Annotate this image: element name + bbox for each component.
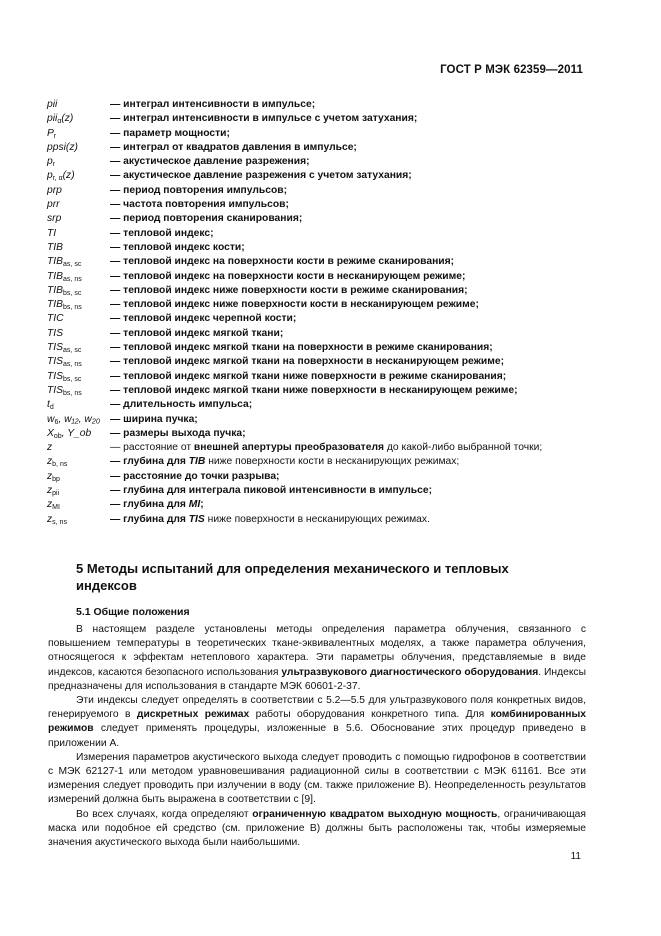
page-number: 11 <box>570 851 581 862</box>
symbol-description <box>110 98 587 112</box>
symbol <box>47 312 110 326</box>
paragraph <box>48 623 586 694</box>
symbol-list <box>47 98 587 527</box>
symbol-main: z <box>47 513 53 525</box>
symbol-description <box>110 398 587 412</box>
symbol-row <box>47 498 587 512</box>
symbol <box>47 284 110 298</box>
symbol-main: z <box>47 442 53 454</box>
symbol <box>47 198 110 212</box>
description-text: — тепловой индекс кости; <box>110 241 245 253</box>
symbol-description <box>110 312 587 326</box>
symbol-extra: , Y_ob <box>61 427 92 439</box>
description-text: — период повторения импульсов; <box>110 184 288 196</box>
symbol-extra: (z) <box>65 141 78 153</box>
paragraph <box>48 808 586 851</box>
symbol-subscript: ob <box>53 432 62 440</box>
symbol-description <box>110 498 587 512</box>
symbol <box>47 155 110 169</box>
symbol-description <box>110 127 587 141</box>
description-text: — размеры выхода пучка; <box>110 427 246 439</box>
symbol-row <box>47 141 587 155</box>
symbol-description <box>110 427 587 441</box>
symbol-subscript: bs, ns <box>63 304 82 312</box>
description-text: — расстояние до точки разрыва; <box>110 470 280 482</box>
symbol-subscript: as, ns <box>63 275 82 283</box>
paragraph-text: , ограничивающая маска или подобное ей средство (см. приложение В) должны быть расположены так, чтобы измеряемые значения акустического выхода были наибольшими. <box>48 808 586 849</box>
symbol-main: TIB <box>47 284 64 296</box>
symbol-row <box>47 427 587 441</box>
symbol-row <box>47 298 587 312</box>
symbol-row <box>47 98 587 112</box>
symbol-main: TIS <box>47 384 64 396</box>
symbol-subscript: as, ns <box>63 361 82 369</box>
symbol-main: TI <box>47 227 57 239</box>
symbol-row <box>47 513 587 527</box>
description-text: ниже поверхности в несканирующих режимах. <box>204 513 430 525</box>
description-text: — глубина для <box>110 456 189 468</box>
description-text: — расстояние от <box>110 442 194 454</box>
symbol-main: z <box>47 456 53 468</box>
symbol-description <box>110 355 587 369</box>
paragraph-text: Измерения параметров акустического выхода следует проводить с помощью гидрофонов в соответствии с МЭК 62127-1 или методом уравновешивания радиационной силы в соответствии с МЭК 61161. Все эти измерения следует проводить при излучении в воду (см. также приложение В). Неопределенность результатов измерений должна быть выражена в соответствии с [9]. <box>48 751 586 806</box>
symbol-row <box>47 441 587 455</box>
symbol <box>47 470 110 484</box>
symbol-description <box>110 141 587 155</box>
symbol-description <box>110 169 587 183</box>
description-text: — глубина для <box>110 499 189 511</box>
description-text: — глубина для интеграла пиковой интенсивности в импульсе; <box>110 485 433 497</box>
symbol-subscript: bs, sc <box>63 375 82 383</box>
description-text: — тепловой индекс мягкой ткани ниже поверхности в режиме сканирования; <box>110 370 507 382</box>
paragraph-text: дискретных режимах <box>136 709 250 721</box>
symbol-description <box>110 455 587 469</box>
symbol-subscript: s, ns <box>52 518 67 526</box>
symbol-description <box>110 255 587 269</box>
symbol-description <box>110 227 587 241</box>
symbol-row <box>47 169 587 183</box>
symbol-main: z <box>47 485 53 497</box>
symbol <box>47 212 110 226</box>
symbol-main: TIC <box>47 313 64 325</box>
symbol-row <box>47 284 587 298</box>
symbol-main: TIS <box>47 327 64 339</box>
symbol-row <box>47 327 587 341</box>
symbol-description <box>110 184 587 198</box>
description-text: — длительность импульса; <box>110 399 253 411</box>
symbol <box>47 184 110 198</box>
symbol-main: pii <box>47 113 58 125</box>
section-5-1-heading: 5.1 Общие положения <box>76 606 190 618</box>
description-text: — тепловой индекс; <box>110 227 214 239</box>
symbol-subscript: MI <box>52 504 60 512</box>
description-text: ниже поверхности кости в несканирующих режимах; <box>205 456 460 468</box>
symbol-row <box>47 241 587 255</box>
symbol-main: pii <box>47 99 58 110</box>
symbol <box>47 413 110 427</box>
description-text: — тепловой индекс мягкой ткани на поверхности в режиме сканирования; <box>110 342 493 354</box>
symbol-main: z <box>47 499 53 511</box>
symbol-row <box>47 270 587 284</box>
section-5-heading: 5 Методы испытаний для определения механического и тепловых индексов <box>76 561 509 593</box>
description-text: — интеграл интенсивности в импульсе; <box>110 99 316 110</box>
description-text: — тепловой индекс мягкой ткани ниже поверхности в несканирующем режиме; <box>110 384 518 396</box>
description-text: TIS <box>188 513 205 525</box>
symbol-extra: (z) <box>61 113 74 125</box>
symbol-subscript: 6 <box>54 418 59 426</box>
symbol-main: p <box>47 156 53 168</box>
symbol <box>47 169 110 183</box>
description-text: — ширина пучка; <box>110 413 198 425</box>
symbol-main: X <box>47 427 54 439</box>
symbol-description <box>110 341 587 355</box>
symbol-description <box>110 198 587 212</box>
description-text: — частота повторения импульсов; <box>110 199 289 211</box>
symbol-description <box>110 441 587 455</box>
symbol-subscript: r <box>52 161 56 169</box>
symbol-main: TIB <box>47 299 64 311</box>
description-text: — акустическое давление разрежения с учетом затухания; <box>110 170 412 182</box>
paragraph-text: Во всех случаях, когда определяют <box>76 808 253 820</box>
description-text: ; <box>200 499 204 511</box>
symbol-subscript: b, ns <box>52 461 68 469</box>
symbol <box>47 455 110 469</box>
symbol-main: P <box>47 127 54 139</box>
symbol-main: srp <box>47 213 62 225</box>
symbol <box>47 441 110 455</box>
symbol <box>47 498 110 512</box>
paragraph-text: следует применять процедуры, изложенные в 5.6. Обоснование этих процедур приведено в приложении А. <box>48 723 586 749</box>
symbol-description <box>110 484 587 498</box>
symbol-description <box>110 112 587 126</box>
description-text: — тепловой индекс на поверхности кости в несканирующем режиме; <box>110 270 466 282</box>
symbol <box>47 384 110 398</box>
symbol-row <box>47 312 587 326</box>
description-text: до какой-либо выбранной точки; <box>384 442 543 454</box>
symbol-row <box>47 212 587 226</box>
paragraph <box>48 694 586 751</box>
symbol-row <box>47 198 587 212</box>
symbol <box>47 355 110 369</box>
symbol-main: w <box>47 413 55 425</box>
symbol-description <box>110 384 587 398</box>
paragraph-text: комбинированных режимов <box>48 709 586 735</box>
symbol-subscript: as, sc <box>63 261 82 269</box>
symbol-main: TIS <box>47 370 64 382</box>
paragraph-text: В настоящем разделе установлены методы определения параметра облучения, связанного с повышением температуры в теоретических ткане-эквивалентных моделях, а также параметра облучения, относящегося к эффектам нетеплового характера. Эти параметры облучения, представляемые в виде индексов, касаются безопасного использования <box>48 624 586 678</box>
symbol-description <box>110 327 587 341</box>
description-text: — тепловой индекс на поверхности кости в режиме сканирования; <box>110 256 455 268</box>
section-body <box>48 623 586 850</box>
symbol-description <box>110 155 587 169</box>
symbol-extra: (z) <box>62 170 75 182</box>
symbol-row <box>47 184 587 198</box>
symbol-row <box>47 155 587 169</box>
symbol <box>47 513 110 527</box>
symbol-row <box>47 341 587 355</box>
symbol <box>47 341 110 355</box>
description-text: внешней апертуры преобразователя <box>193 442 384 454</box>
symbol-subscript: as, sc <box>63 347 82 355</box>
symbol-description <box>110 241 587 255</box>
symbol-main: TIS <box>47 356 64 368</box>
description-text: — интеграл интенсивности в импульсе с учетом затухания; <box>110 113 418 125</box>
symbol-row <box>47 398 587 412</box>
symbol-main: prp <box>47 184 62 196</box>
symbol-subscript: pii <box>52 490 60 498</box>
symbol-main: TIB <box>47 270 64 282</box>
description-text: — глубина для <box>110 513 189 525</box>
symbol-row <box>47 112 587 126</box>
symbol-row <box>47 384 587 398</box>
symbol-main: t <box>47 399 50 411</box>
symbol-subscript: r <box>53 132 57 140</box>
symbol <box>47 370 110 384</box>
description-text: — интеграл от квадратов давления в импульсе; <box>110 141 357 153</box>
symbol-main: TIS <box>47 342 64 354</box>
symbol <box>47 484 110 498</box>
symbol <box>47 98 110 112</box>
symbol-main: prr <box>47 199 60 211</box>
paragraph-text: Эти индексы следует определять в соответствии с 5.2—5.5 для ультразвукового поля конкретных видов, генерируемого в <box>48 695 586 721</box>
symbol <box>47 127 110 141</box>
symbol-description <box>110 298 587 312</box>
symbol-description <box>110 513 587 527</box>
description-text: — период повторения сканирования; <box>110 213 303 225</box>
description-text: MI <box>188 499 201 511</box>
symbol-description <box>110 370 587 384</box>
description-text: — тепловой индекс мягкой ткани; <box>110 327 284 339</box>
symbol <box>47 298 110 312</box>
symbol-subscript: α <box>57 118 62 126</box>
symbol-main: TIB <box>47 241 64 253</box>
document-header: ГОСТ Р МЭК 62359—2011 <box>440 64 583 76</box>
description-text: — тепловой индекс ниже поверхности кости в несканирующем режиме; <box>110 299 479 311</box>
symbol <box>47 327 110 341</box>
description-text: — акустическое давление разрежения; <box>110 156 310 168</box>
symbol-row <box>47 413 587 427</box>
symbol <box>47 141 110 155</box>
symbol <box>47 398 110 412</box>
description-text: — тепловой индекс ниже поверхности кости в режиме сканирования; <box>110 284 468 296</box>
symbol <box>47 255 110 269</box>
paragraph-text: . Индексы предназначены для использования в стандарте МЭК 60601-2-37. <box>48 666 586 692</box>
symbol-subscript: bs, sc <box>63 289 82 297</box>
description-text: TIB <box>188 456 206 468</box>
paragraph <box>48 751 586 808</box>
symbol-main: p <box>47 170 53 182</box>
symbol-row <box>47 227 587 241</box>
symbol <box>47 227 110 241</box>
symbol-main: TIB <box>47 256 64 268</box>
symbol-row <box>47 255 587 269</box>
symbol-description <box>110 270 587 284</box>
symbol-row <box>47 484 587 498</box>
description-text: — параметр мощности; <box>110 127 230 139</box>
symbol-description <box>110 413 587 427</box>
symbol <box>47 112 110 126</box>
paragraph-text: ультразвукового диагностического оборудования <box>281 666 539 678</box>
symbol-description <box>110 212 587 226</box>
symbol-row <box>47 470 587 484</box>
symbol-description <box>110 470 587 484</box>
symbol-row <box>47 455 587 469</box>
symbol <box>47 270 110 284</box>
symbol-subscript: bp <box>52 475 60 483</box>
paragraph-text: работы оборудования конкретного типа. Для <box>249 709 491 721</box>
symbol-description <box>110 284 587 298</box>
symbol-subscript: bs, ns <box>63 389 82 397</box>
symbol-main: ppsi <box>47 141 66 153</box>
paragraph-text: ограниченную квадратом выходную мощность <box>252 808 498 820</box>
symbol-row <box>47 355 587 369</box>
symbol-subscript: r, α <box>52 175 63 183</box>
symbol-main: z <box>47 470 53 482</box>
description-text: — тепловой индекс черепной кости; <box>110 313 297 325</box>
description-text: — тепловой индекс мягкой ткани на поверхности в несканирующем режиме; <box>110 356 505 368</box>
symbol <box>47 241 110 255</box>
symbol-row <box>47 127 587 141</box>
symbol-extra: , w₁₂, w₂₀ <box>58 413 101 425</box>
symbol-row <box>47 370 587 384</box>
symbol <box>47 427 110 441</box>
symbol-subscript: d <box>49 404 54 412</box>
